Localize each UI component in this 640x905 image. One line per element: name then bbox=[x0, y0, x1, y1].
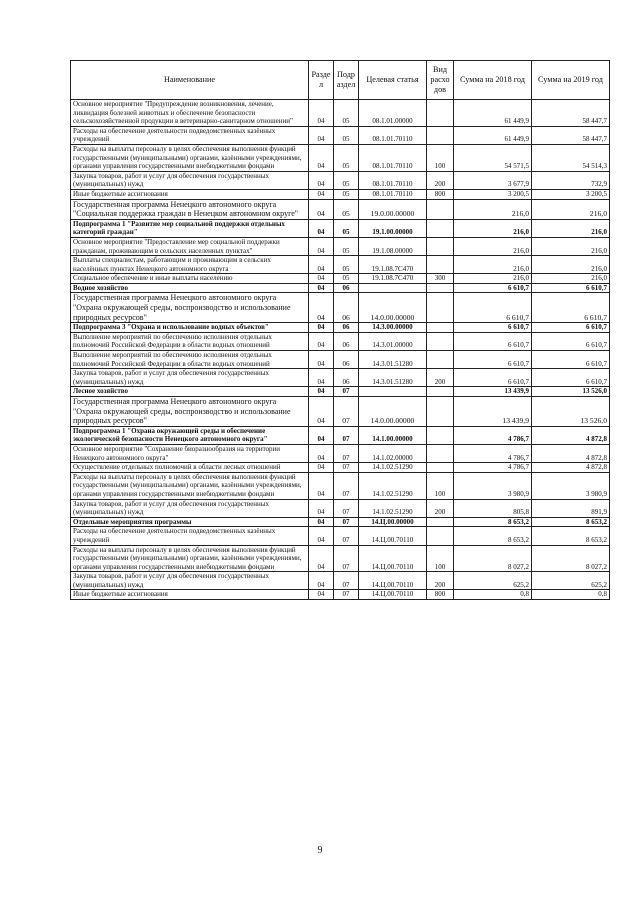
cell-sum-2018: 4 786,7 bbox=[454, 463, 532, 473]
table-row bbox=[71, 444, 610, 462]
cell-sum-2018: 6 610,7 bbox=[454, 283, 532, 293]
cell-sum-2019: 6 610,7 bbox=[532, 332, 610, 350]
cell-section: 04 bbox=[309, 219, 334, 237]
cell-sum-2018: 6 610,7 bbox=[454, 351, 532, 369]
cell-sum-2019: 216,0 bbox=[532, 256, 610, 274]
cell-sum-2019: 6 610,7 bbox=[532, 351, 610, 369]
page-number: 9 bbox=[317, 845, 323, 856]
cell-sum-2019: 8 653,2 bbox=[532, 517, 610, 527]
cell-sum-2018: 3 980,9 bbox=[454, 472, 532, 499]
cell-name: Подпрограмма 1 "Охрана окружающей среды и обеспечение экологической безопасности Ненецкого автономного округа" bbox=[71, 426, 309, 444]
cell-section: 04 bbox=[309, 351, 334, 369]
cell-target: 14.3.01.51280 bbox=[359, 351, 427, 369]
table-row bbox=[71, 283, 610, 293]
cell-sum-2019: 58 447,7 bbox=[532, 100, 610, 127]
cell-sum-2018: 6 610,7 bbox=[454, 293, 532, 323]
cell-target: 14.Ц.00.70110 bbox=[359, 545, 427, 572]
table-row bbox=[71, 472, 610, 499]
cell-target: 14.1.02.51290 bbox=[359, 472, 427, 499]
cell-section: 04 bbox=[309, 517, 334, 527]
cell-sum-2018: 6 610,7 bbox=[454, 369, 532, 387]
cell-subsection: 07 bbox=[334, 426, 359, 444]
cell-section: 04 bbox=[309, 499, 334, 517]
cell-expense-kind bbox=[427, 332, 454, 350]
table-row bbox=[71, 144, 610, 171]
cell-target: 14.1.00.00000 bbox=[359, 426, 427, 444]
cell-name: Расходы на обеспечение деятельности подведомственных казённых учреждений bbox=[71, 527, 309, 545]
cell-sum-2019: 732,9 bbox=[532, 171, 610, 189]
cell-target: 19.1.08.7С470 bbox=[359, 274, 427, 284]
cell-name: Социальное обеспечение и иные выплаты населению bbox=[71, 274, 309, 284]
cell-target: 14.Ц.00.00000 bbox=[359, 517, 427, 527]
cell-sum-2019: 3 980,9 bbox=[532, 472, 610, 499]
cell-target bbox=[359, 283, 427, 293]
cell-section: 04 bbox=[309, 332, 334, 350]
cell-sum-2019: 13 526,0 bbox=[532, 397, 610, 427]
cell-subsection: 06 bbox=[334, 323, 359, 333]
cell-subsection: 05 bbox=[334, 199, 359, 219]
table-row bbox=[71, 189, 610, 199]
cell-section: 04 bbox=[309, 323, 334, 333]
table-row bbox=[71, 171, 610, 189]
table-row bbox=[71, 100, 610, 127]
cell-name: Государственная программа Ненецкого автономного округа "Охрана окружающей среды, воспроизводство и использование природных ресурсов" bbox=[71, 293, 309, 323]
cell-section: 04 bbox=[309, 444, 334, 462]
cell-sum-2018: 13 439,9 bbox=[454, 387, 532, 397]
table-body bbox=[71, 100, 610, 600]
cell-expense-kind bbox=[427, 256, 454, 274]
cell-name: Расходы на обеспечение деятельности подведомственных казённых учреждений bbox=[71, 126, 309, 144]
cell-sum-2018: 4 786,7 bbox=[454, 426, 532, 444]
cell-subsection: 07 bbox=[334, 397, 359, 427]
cell-section: 04 bbox=[309, 144, 334, 171]
cell-sum-2019: 216,0 bbox=[532, 237, 610, 255]
cell-section: 04 bbox=[309, 256, 334, 274]
header-subsection: Подр аздел bbox=[334, 61, 359, 100]
table-row bbox=[71, 463, 610, 473]
cell-target: 14.Ц.00.70110 bbox=[359, 527, 427, 545]
cell-sum-2019: 6 610,7 bbox=[532, 293, 610, 323]
table-row bbox=[71, 323, 610, 333]
cell-section: 04 bbox=[309, 397, 334, 427]
header-expense-kind: Вид расхо дов bbox=[427, 61, 454, 100]
cell-expense-kind bbox=[427, 444, 454, 462]
cell-subsection: 07 bbox=[334, 545, 359, 572]
cell-name: Подпрограмма 1 "Развитие мер социальной поддержки отдельных категорий граждан" bbox=[71, 219, 309, 237]
header-name: Наименование bbox=[71, 61, 309, 100]
cell-target bbox=[359, 387, 427, 397]
cell-name: Расходы на выплаты персоналу в целях обеспечения выполнения функций государственными (муниципальными) органами, казёнными учреждениями, органами управления государственными внебюджетными фондами bbox=[71, 144, 309, 171]
cell-target: 14.3.01.00000 bbox=[359, 332, 427, 350]
cell-sum-2018: 8 653,2 bbox=[454, 517, 532, 527]
table-row bbox=[71, 590, 610, 600]
cell-sum-2019: 6 610,7 bbox=[532, 369, 610, 387]
cell-name: Расходы на выплаты персоналу в целях обеспечения выполнения функций государственными (муниципальными) органами, казёнными учреждениями, органами управления государственными внебюджетными фондами bbox=[71, 545, 309, 572]
cell-sum-2018: 216,0 bbox=[454, 237, 532, 255]
cell-sum-2019: 54 514,3 bbox=[532, 144, 610, 171]
cell-expense-kind bbox=[427, 463, 454, 473]
cell-sum-2018: 3 677,9 bbox=[454, 171, 532, 189]
cell-sum-2019: 4 872,8 bbox=[532, 426, 610, 444]
table-row bbox=[71, 256, 610, 274]
cell-name: Подпрограмма 3 "Охрана и использование водных объектов" bbox=[71, 323, 309, 333]
cell-section: 04 bbox=[309, 369, 334, 387]
cell-target: 14.3.01.51280 bbox=[359, 369, 427, 387]
header-sum-2019: Сумма на 2019 год bbox=[532, 61, 610, 100]
cell-sum-2018: 61 449,9 bbox=[454, 126, 532, 144]
cell-sum-2019: 216,0 bbox=[532, 199, 610, 219]
table-row bbox=[71, 387, 610, 397]
cell-target: 19.0.00.00000 bbox=[359, 199, 427, 219]
cell-sum-2018: 3 200,5 bbox=[454, 189, 532, 199]
cell-name: Закупка товаров, работ и услуг для обеспечения государственных (муниципальных) нужд bbox=[71, 572, 309, 590]
cell-expense-kind: 100 bbox=[427, 144, 454, 171]
cell-name: Отдельные мероприятия программы bbox=[71, 517, 309, 527]
cell-expense-kind bbox=[427, 397, 454, 427]
cell-target: 14.1.02.51290 bbox=[359, 499, 427, 517]
cell-subsection: 07 bbox=[334, 387, 359, 397]
cell-subsection: 07 bbox=[334, 527, 359, 545]
cell-expense-kind bbox=[427, 351, 454, 369]
cell-subsection: 06 bbox=[334, 332, 359, 350]
cell-subsection: 06 bbox=[334, 293, 359, 323]
cell-subsection: 05 bbox=[334, 237, 359, 255]
cell-target: 14.0.00.00000 bbox=[359, 397, 427, 427]
cell-expense-kind bbox=[427, 293, 454, 323]
cell-sum-2019: 891,9 bbox=[532, 499, 610, 517]
cell-sum-2018: 625,2 bbox=[454, 572, 532, 590]
cell-sum-2019: 216,0 bbox=[532, 274, 610, 284]
cell-sum-2019: 4 872,8 bbox=[532, 444, 610, 462]
cell-expense-kind bbox=[427, 323, 454, 333]
cell-sum-2018: 13 439,9 bbox=[454, 397, 532, 427]
cell-section: 04 bbox=[309, 199, 334, 219]
table-row bbox=[71, 527, 610, 545]
header-section: Разде л bbox=[309, 61, 334, 100]
cell-sum-2018: 54 571,5 bbox=[454, 144, 532, 171]
cell-sum-2018: 4 786,7 bbox=[454, 444, 532, 462]
table-row bbox=[71, 332, 610, 350]
cell-section: 04 bbox=[309, 387, 334, 397]
table-row bbox=[71, 397, 610, 427]
table-row bbox=[71, 426, 610, 444]
cell-expense-kind bbox=[427, 426, 454, 444]
cell-sum-2018: 61 449,9 bbox=[454, 100, 532, 127]
cell-sum-2019: 8 027,2 bbox=[532, 545, 610, 572]
cell-subsection: 07 bbox=[334, 463, 359, 473]
cell-expense-kind bbox=[427, 219, 454, 237]
cell-subsection: 07 bbox=[334, 517, 359, 527]
cell-sum-2018: 216,0 bbox=[454, 219, 532, 237]
cell-expense-kind bbox=[427, 100, 454, 127]
table-header-row bbox=[71, 61, 610, 100]
cell-section: 04 bbox=[309, 545, 334, 572]
cell-name: Осуществление отдельных полномочий в области лесных отношений bbox=[71, 463, 309, 473]
cell-expense-kind bbox=[427, 527, 454, 545]
cell-sum-2019: 0,8 bbox=[532, 590, 610, 600]
cell-target: 08.1.01.70110 bbox=[359, 126, 427, 144]
cell-target: 08.1.01.00000 bbox=[359, 100, 427, 127]
cell-subsection: 05 bbox=[334, 126, 359, 144]
cell-sum-2019: 6 610,7 bbox=[532, 323, 610, 333]
cell-subsection: 06 bbox=[334, 351, 359, 369]
cell-expense-kind: 200 bbox=[427, 572, 454, 590]
cell-target: 19.1.08.00000 bbox=[359, 237, 427, 255]
cell-sum-2019: 58 447,7 bbox=[532, 126, 610, 144]
cell-target: 08.1.01.70110 bbox=[359, 144, 427, 171]
cell-expense-kind: 200 bbox=[427, 171, 454, 189]
cell-expense-kind bbox=[427, 126, 454, 144]
cell-name: Выполнение мероприятий по обеспечению исполнения отдельных полномочий Российской Федерации в области водных отношений bbox=[71, 332, 309, 350]
cell-section: 04 bbox=[309, 426, 334, 444]
table-row bbox=[71, 237, 610, 255]
table-row bbox=[71, 274, 610, 284]
cell-expense-kind bbox=[427, 387, 454, 397]
cell-expense-kind: 800 bbox=[427, 590, 454, 600]
cell-name: Закупка товаров, работ и услуг для обеспечения государственных (муниципальных) нужд bbox=[71, 171, 309, 189]
cell-subsection: 05 bbox=[334, 219, 359, 237]
cell-target: 19.1.08.7С470 bbox=[359, 256, 427, 274]
cell-sum-2019: 625,2 bbox=[532, 572, 610, 590]
table-row bbox=[71, 572, 610, 590]
cell-section: 04 bbox=[309, 472, 334, 499]
cell-section: 04 bbox=[309, 274, 334, 284]
cell-section: 04 bbox=[309, 100, 334, 127]
cell-target: 14.1.02.00000 bbox=[359, 444, 427, 462]
cell-expense-kind: 300 bbox=[427, 274, 454, 284]
cell-target: 14.3.00.00000 bbox=[359, 323, 427, 333]
cell-sum-2018: 0,8 bbox=[454, 590, 532, 600]
cell-section: 04 bbox=[309, 293, 334, 323]
cell-target: 14.0.00.00000 bbox=[359, 293, 427, 323]
cell-name: Выплаты специалистам, работающим и проживающим в сельских населённых пунктах Ненецкого автономного округа bbox=[71, 256, 309, 274]
cell-name: Водное хозяйство bbox=[71, 283, 309, 293]
cell-sum-2019: 4 872,8 bbox=[532, 463, 610, 473]
table-row bbox=[71, 199, 610, 219]
cell-subsection: 06 bbox=[334, 283, 359, 293]
cell-section: 04 bbox=[309, 283, 334, 293]
cell-subsection: 07 bbox=[334, 499, 359, 517]
cell-subsection: 05 bbox=[334, 256, 359, 274]
cell-subsection: 07 bbox=[334, 572, 359, 590]
cell-expense-kind bbox=[427, 237, 454, 255]
cell-expense-kind: 200 bbox=[427, 499, 454, 517]
cell-subsection: 07 bbox=[334, 444, 359, 462]
cell-name: Государственная программа Ненецкого автономного округа "Охрана окружающей среды, воспроизводство и использование природных ресурсов" bbox=[71, 397, 309, 427]
cell-name: Закупка товаров, работ и услуг для обеспечения государственных (муниципальных) нужд bbox=[71, 369, 309, 387]
table-row bbox=[71, 351, 610, 369]
cell-subsection: 05 bbox=[334, 100, 359, 127]
cell-name: Расходы на выплаты персоналу в целях обеспечения выполнения функций государственными (муниципальными) органами, казёнными учреждениями, органами управления государственными внебюджетными фондами bbox=[71, 472, 309, 499]
cell-sum-2018: 6 610,7 bbox=[454, 323, 532, 333]
cell-target: 14.Ц.00.70110 bbox=[359, 572, 427, 590]
cell-section: 04 bbox=[309, 463, 334, 473]
cell-sum-2018: 216,0 bbox=[454, 274, 532, 284]
cell-section: 04 bbox=[309, 171, 334, 189]
cell-expense-kind: 100 bbox=[427, 472, 454, 499]
cell-expense-kind: 100 bbox=[427, 545, 454, 572]
cell-target: 19.1.00.00000 bbox=[359, 219, 427, 237]
cell-expense-kind bbox=[427, 517, 454, 527]
cell-name: Основное мероприятие "Предоставление мер социальной поддержки гражданам, проживающим в сельских населенных пунктах" bbox=[71, 237, 309, 255]
cell-name: Основное мероприятие "Предупреждение возникновения, лечение, ликвидация болезней животных и обеспечение безопасности сельскохозяйственной продукции в ветеринарно-санитарном отношении" bbox=[71, 100, 309, 127]
budget-table bbox=[70, 60, 610, 600]
cell-sum-2019: 13 526,0 bbox=[532, 387, 610, 397]
cell-name: Иные бюджетные ассигнования bbox=[71, 189, 309, 199]
cell-target: 14.Ц.00.70110 bbox=[359, 590, 427, 600]
table-row bbox=[71, 126, 610, 144]
cell-section: 04 bbox=[309, 189, 334, 199]
header-sum-2018: Сумма на 2018 год bbox=[454, 61, 532, 100]
cell-section: 04 bbox=[309, 590, 334, 600]
cell-name: Иные бюджетные ассигнования bbox=[71, 590, 309, 600]
cell-section: 04 bbox=[309, 527, 334, 545]
cell-section: 04 bbox=[309, 572, 334, 590]
cell-sum-2018: 8 653,2 bbox=[454, 527, 532, 545]
cell-name: Закупка товаров, работ и услуг для обеспечения государственных (муниципальных) нужд bbox=[71, 499, 309, 517]
cell-sum-2019: 3 200,5 bbox=[532, 189, 610, 199]
cell-subsection: 06 bbox=[334, 369, 359, 387]
cell-subsection: 05 bbox=[334, 274, 359, 284]
cell-sum-2018: 805,8 bbox=[454, 499, 532, 517]
cell-sum-2018: 8 027,2 bbox=[454, 545, 532, 572]
cell-target: 08.1.01.70110 bbox=[359, 189, 427, 199]
cell-sum-2018: 216,0 bbox=[454, 199, 532, 219]
header-target: Целевая статья bbox=[359, 61, 427, 100]
cell-section: 04 bbox=[309, 126, 334, 144]
cell-sum-2018: 6 610,7 bbox=[454, 332, 532, 350]
cell-subsection: 07 bbox=[334, 472, 359, 499]
cell-sum-2019: 6 610,7 bbox=[532, 283, 610, 293]
cell-expense-kind: 800 bbox=[427, 189, 454, 199]
cell-subsection: 07 bbox=[334, 590, 359, 600]
cell-expense-kind bbox=[427, 199, 454, 219]
table-row bbox=[71, 545, 610, 572]
table-row bbox=[71, 219, 610, 237]
cell-name: Основное мероприятие "Сохранение биоразнообразия на территории Ненецкого автономного округа" bbox=[71, 444, 309, 462]
cell-name: Государственная программа Ненецкого автономного округа "Социальная поддержка граждан в Ненецком автономном округе" bbox=[71, 199, 309, 219]
table-row bbox=[71, 369, 610, 387]
cell-target: 14.1.02.51290 bbox=[359, 463, 427, 473]
table-row bbox=[71, 499, 610, 517]
table-row bbox=[71, 293, 610, 323]
cell-target: 08.1.01.70110 bbox=[359, 171, 427, 189]
table-row bbox=[71, 517, 610, 527]
cell-sum-2019: 8 653,2 bbox=[532, 527, 610, 545]
cell-subsection: 05 bbox=[334, 144, 359, 171]
cell-expense-kind bbox=[427, 283, 454, 293]
cell-expense-kind: 200 bbox=[427, 369, 454, 387]
cell-name: Выполнение мероприятий по обеспечению исполнения отдельных полномочий Российской Федерации в области водных отношений bbox=[71, 351, 309, 369]
cell-sum-2018: 216,0 bbox=[454, 256, 532, 274]
cell-subsection: 05 bbox=[334, 189, 359, 199]
cell-sum-2019: 216,0 bbox=[532, 219, 610, 237]
cell-section: 04 bbox=[309, 237, 334, 255]
cell-name: Лесное хозяйство bbox=[71, 387, 309, 397]
cell-subsection: 05 bbox=[334, 171, 359, 189]
